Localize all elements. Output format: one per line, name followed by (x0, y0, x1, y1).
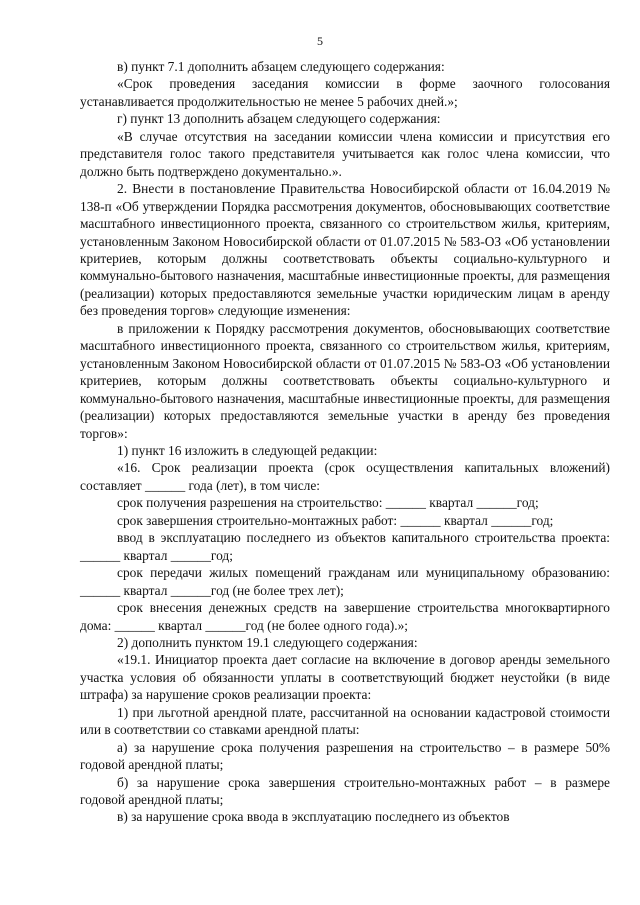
paragraph: срок получения разрешения на строительство: ______ квартал ______год; (117, 495, 539, 511)
paragraph: 2) дополнить пунктом 19.1 следующего содержания: (117, 634, 418, 650)
document-body (80, 58, 610, 826)
paragraph: «16. Срок реализации проекта (срок осуществления капитальных вложений) составляет ______ года (лет), в том числе: (80, 460, 610, 493)
page-number: 5 (317, 34, 323, 48)
paragraph: г) пункт 13 дополнить абзацем следующего содержания: (117, 111, 441, 127)
paragraph: «Срок проведения заседания комиссии в форме заочного голосования устанавливается продолжительностью не менее 5 рабочих дней.»; (80, 76, 610, 109)
paragraph: в приложении к Порядку рассмотрения документов, обосновывающих соответствие масштабного инвестиционного проекта, связанного со строительством жилья, критериям, установленным Законом Новосибирской области от 01.07.2015 № 583-ОЗ «Об установлении критериев, которым должны соответствовать объекты социально-культурного и коммунально-бытового назначения, масштабные инвестиционные проекты, для размещения (реализации) которых предоставляются земельные участки в аренду без проведения торгов»: (80, 320, 610, 441)
paragraph: срок завершения строительно-монтажных работ: ______ квартал ______год; (117, 512, 554, 528)
paragraph: «19.1. Инициатор проекта дает согласие на включение в договор аренды земельного участка условия об обязанности уплаты в соответствующий бюджет неустойки (в виде штрафа) за нарушение сроков реализации проекта: (80, 652, 610, 703)
paragraph: 1) пункт 16 изложить в следующей редакции: (117, 442, 378, 458)
paragraph: 1) при льготной арендной плате, рассчитанной на основании кадастровой стоимости или в соответствии со ставками арендной платы: (80, 704, 610, 738)
paragraph: срок внесения денежных средств на завершение строительства многоквартирного дома: ______ квартал ______год (не более одного года).»; (80, 600, 610, 633)
paragraph: ввод в эксплуатацию последнего из объектов капитального строительства проекта: ______ квартал ______год; (80, 530, 610, 563)
paragraph: 2. Внести в постановление Правительства Новосибирской области от 16.04.2019 № 138-п «Об утверждении Порядка рассмотрения документов, обосновывающих соответствие масштабного инвестиционного проекта, связанного со строительством жилья, критериям, установленным Законом Новосибирской области от 01.07.2015 № 583-ОЗ «Об установлении критериев, которым должны соответствовать объекты социально-культурного и коммунально-бытового назначения, масштабные инвестиционные проекты, для размещения (реализации) которых предоставляются земельные участки юридическим лицам в аренду без проведения торгов» следующие изменения: (80, 181, 610, 319)
paragraph: в) пункт 7.1 дополнить абзацем следующего содержания: (117, 59, 445, 74)
paragraph: в) за нарушение срока ввода в эксплуатацию последнего из объектов (117, 809, 510, 825)
paragraph: «В случае отсутствия на заседании комиссии члена комиссии и присутствия его представителя голос такого представителя учитывается как голос члена комиссии, что должно быть подтверждено документально.». (80, 128, 610, 179)
paragraph: срок передачи жилых помещений гражданам или муниципальному образованию: ______ квартал ______год (не более трех лет); (80, 565, 610, 598)
paragraph: а) за нарушение срока получения разрешения на строительство – в размере 50% годовой арендной платы; (80, 739, 610, 773)
paragraph: б) за нарушение срока завершения строительно-монтажных работ – в размере годовой арендной платы; (80, 774, 610, 808)
